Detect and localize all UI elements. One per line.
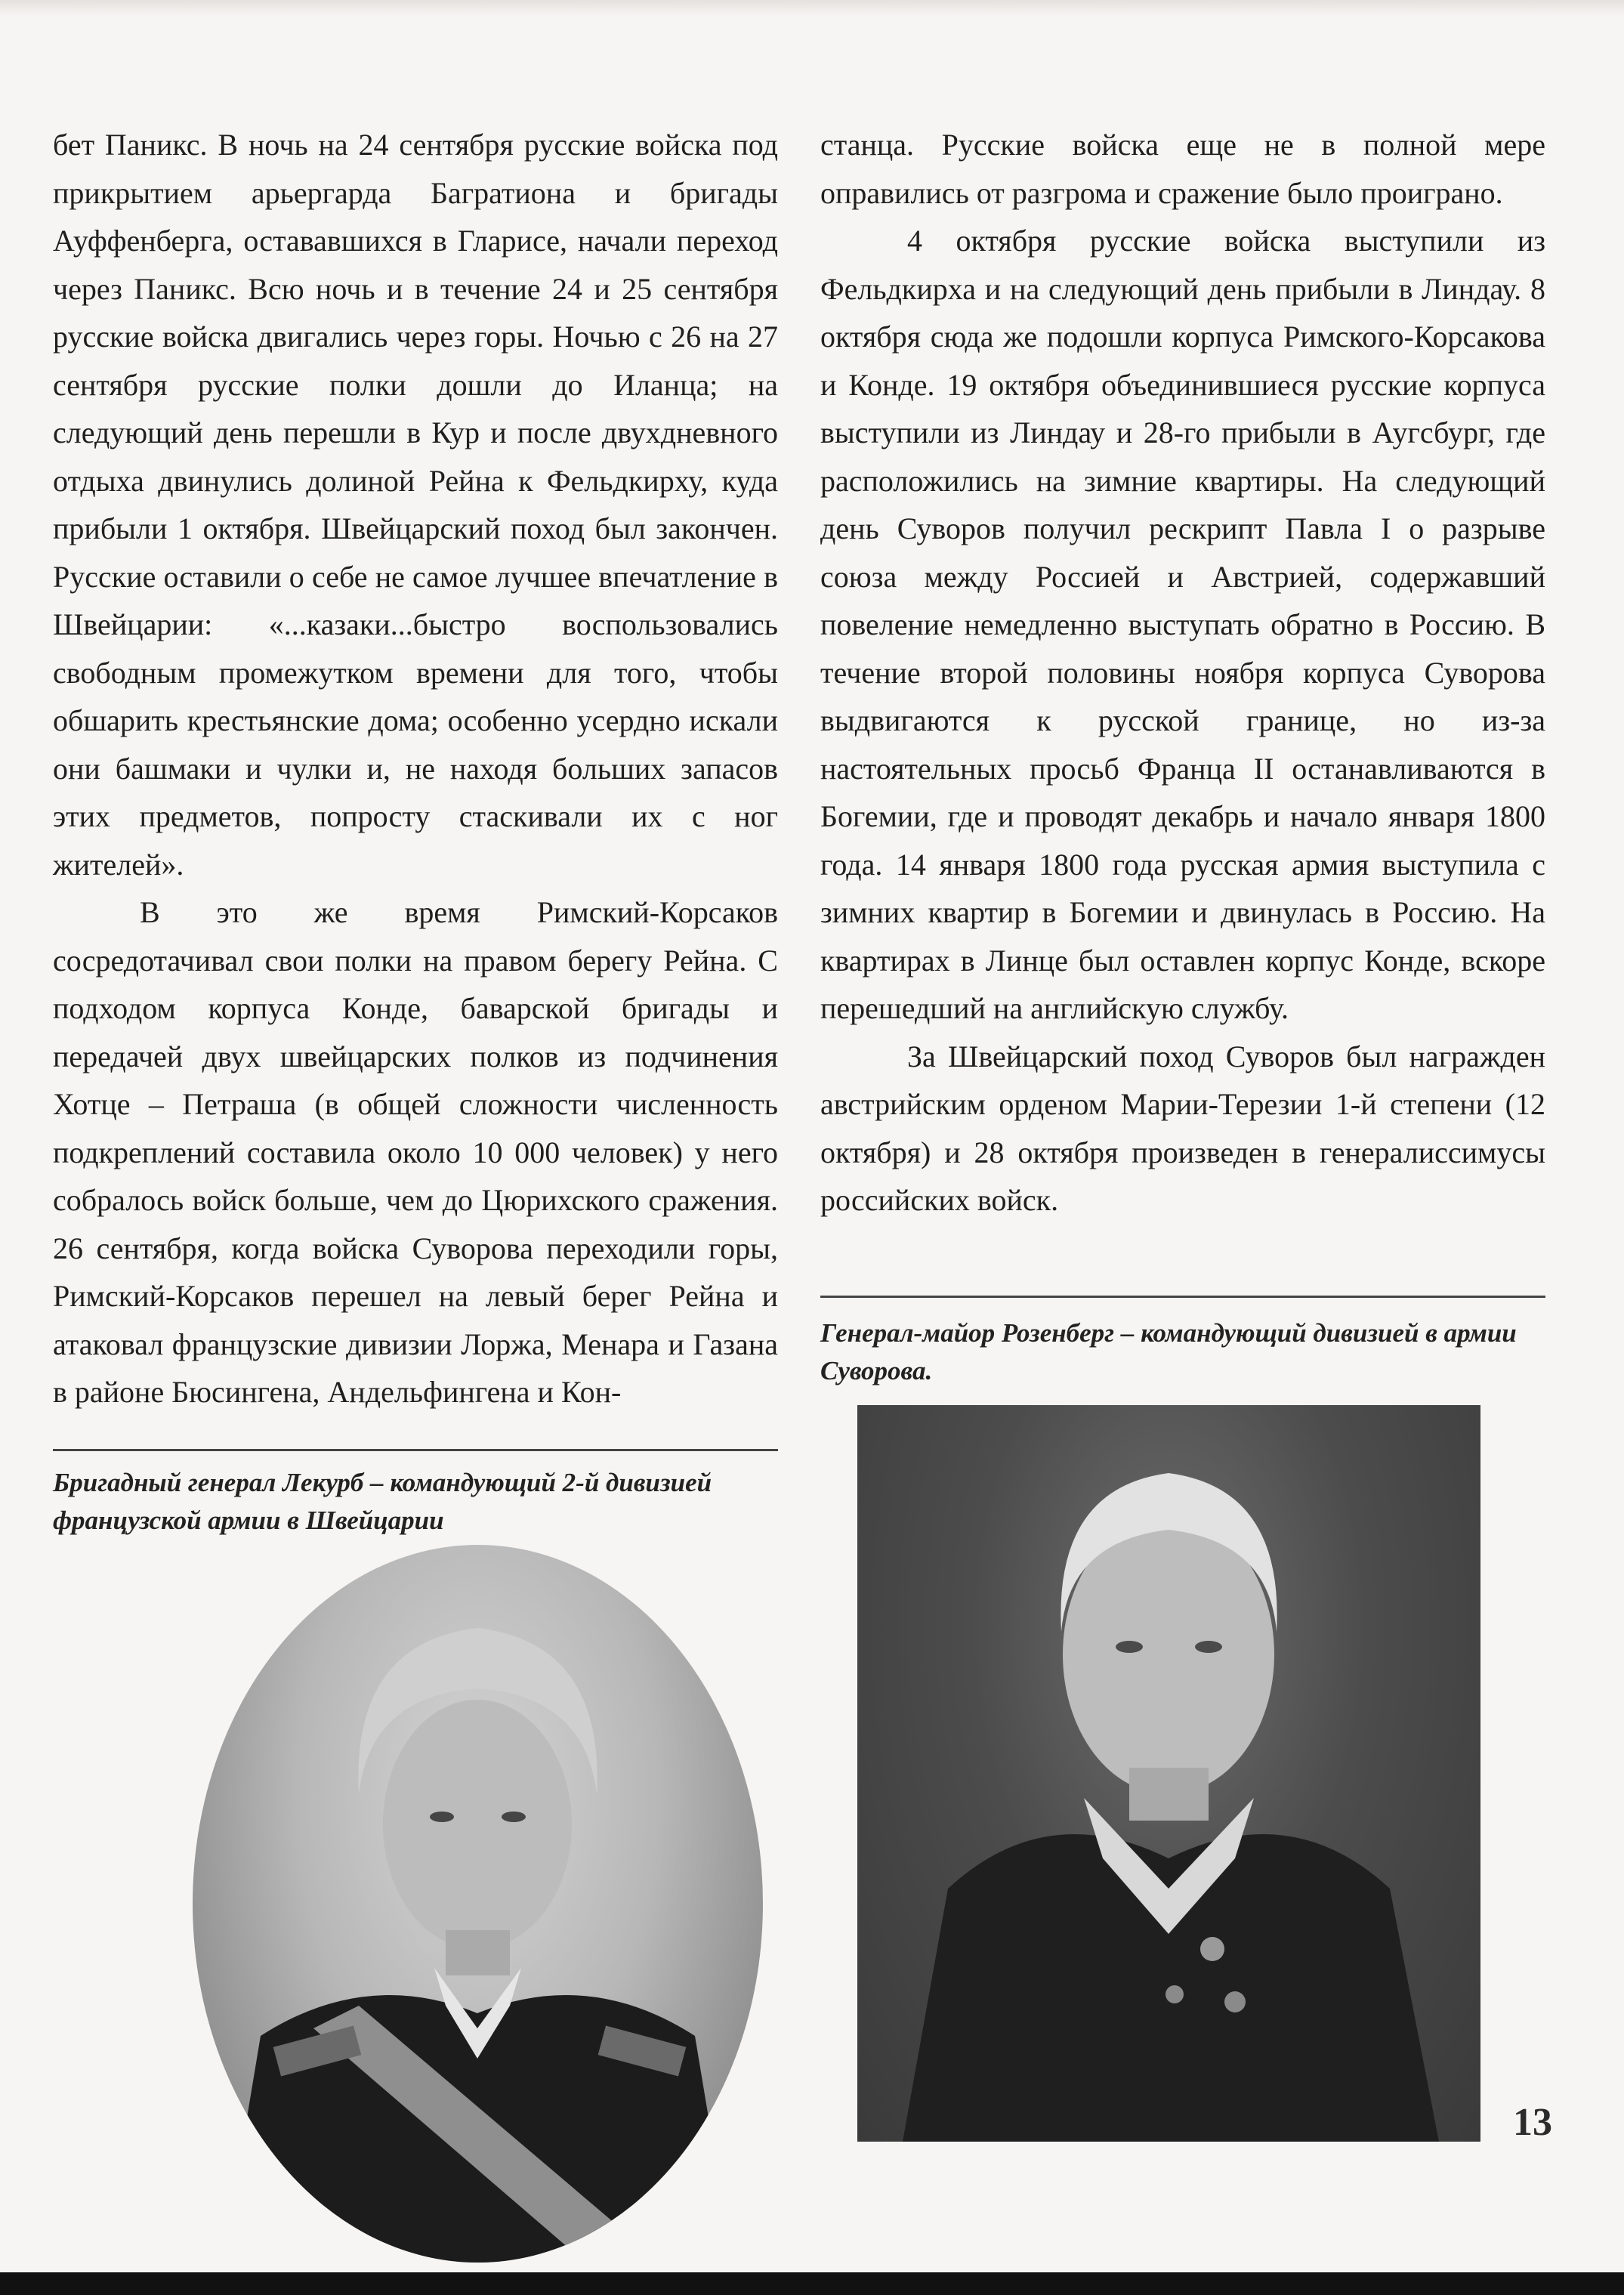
caption-lecourbe: Бригадный генерал Лекурб – командующий 2-й дивизией французской армии в Швейцарии (53, 1468, 712, 1535)
text-column-right (820, 121, 1545, 1225)
paragraph: В это же время Римский-Корсаков сосредотачивал свои полки на правом берегу Рейна. С подходом корпуса Конде, баварской бригады и передачей двух швейцарских полков из подчинения Хотце – Петраша (в общей сложности численность подкреплений составила около 10 000 человек) у него собралось войск больше, чем до Цюрихского сражения. 26 сентября, когда войска Суворова переходили горы, Римский-Корсаков перешел на левый берег Рейна и атаковал французские дивизии Лоржа, Менара и Газана в районе Бюсингена, Андельфингена и Кон- (53, 895, 778, 1409)
paragraph: станца. Русские войска еще не в полной мере оправились от разгрома и сражение было проиграно. (820, 128, 1545, 210)
page-number: 13 (1513, 2101, 1552, 2144)
text-column-left (53, 121, 778, 1416)
caption-rule (820, 1296, 1545, 1298)
portrait-rosenberg (857, 1405, 1480, 2142)
page-top-edge (0, 0, 1624, 17)
paragraph: 4 октября русские войска выступили из Фельдкирха и на следующий день прибыли в Линдау. 8 октября сюда же подошли корпуса Римского-Корсакова и Конде. 19 октября объединившиеся русские корпуса выступили из Линдау и 28-го прибыли в Аугсбург, где расположились на зимние квартиры. На следующий день Суворов получил рескрипт Павла I о разрыве союза между Россией и Австрией, содержавший повеление немедленно выступать обратно в Россию. В течение второй половины ноября корпуса Суворова выдвигаются к русской границе, но из-за настоятельных просьб Франца II останавливаются в Богемии, где и проводят декабрь и начало января 1800 года. 14 января 1800 года русская армия выступила с зимних квартир в Богемии и двинулась в Россию. На квартирах в Линце был оставлен корпус Конде, вскоре перешедший на английскую службу. (820, 224, 1545, 1025)
portrait-lecourbe (193, 1545, 763, 2263)
caption-rosenberg: Генерал-майор Розенберг – командующий дивизией в армии Суворова. (820, 1318, 1517, 1385)
scan-bottom-bar (0, 2272, 1624, 2295)
caption-rule (53, 1449, 778, 1451)
paragraph: За Швейцарский поход Суворов был награжден австрийским орденом Марии-Терезии 1-й степени (12 октября) и 28 октября произведен в генералиссимусы российских войск. (820, 1039, 1545, 1217)
paragraph: бет Паникс. В ночь на 24 сентября русские войска под прикрытием арьергарда Багратиона и бригады Ауффенберга, остававшихся в Гларисе, начали переход через Паникс. Всю ночь и в течение 24 и 25 сентября русские войска двигались через горы. Ночью с 26 на 27 сентября русские полки дошли до Иланца; на следующий день перешли в Кур и после двухдневного отдыха двинулись долиной Рейна к Фельдкирху, куда прибыли 1 октября. Швейцарский поход был закончен. Русские оставили о себе не самое лучшее впечатление в Швейцарии: «...казаки...быстро воспользовались свободным промежутком времени для того, чтобы обшарить крестьянские дома; особенно усердно искали они башмаки и чулки и, не находя больших запасов этих предметов, попросту стаскивали их с ног жителей». (53, 128, 778, 882)
